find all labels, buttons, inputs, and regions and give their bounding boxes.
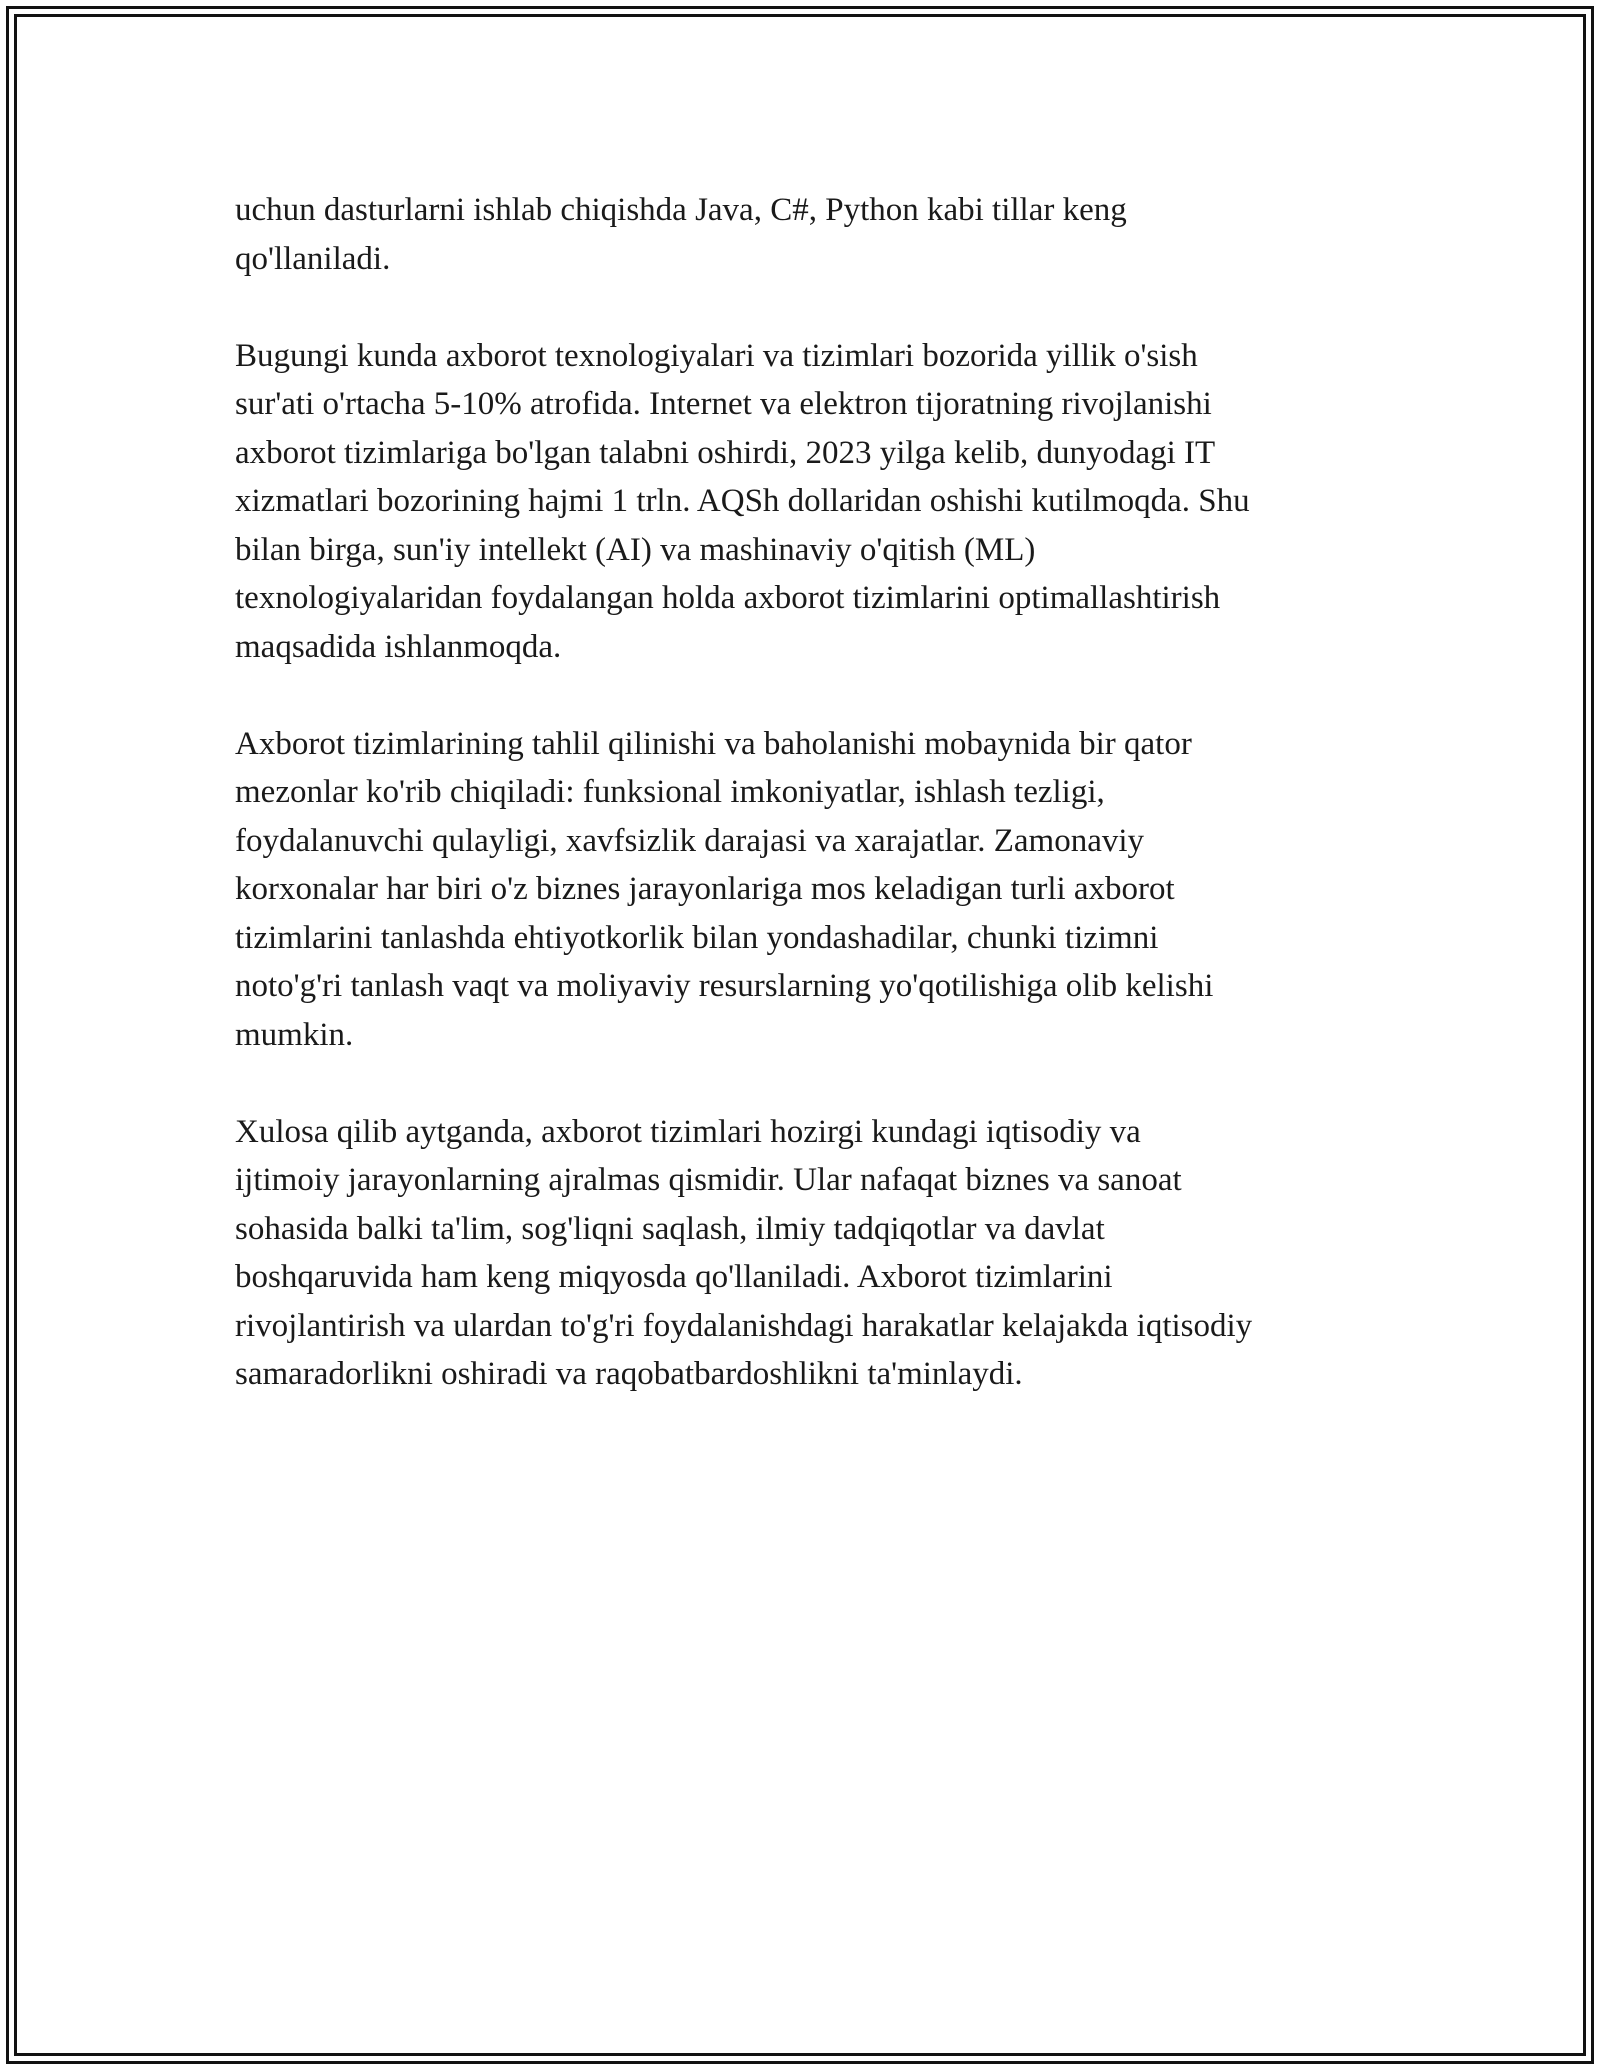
- text-line: uchun dasturlarni ishlab chiqishda Java, C#, Python kabi tillar keng: [235, 192, 1127, 228]
- text-line: texnologiyalaridan foydalangan holda axborot tizimlarini optimallashtirish: [235, 580, 1221, 616]
- document-body: [235, 186, 1385, 1447]
- text-line: samaradorlikni oshiradi va raqobatbardoshlikni ta'minlaydi.: [235, 1356, 1023, 1392]
- paragraph-3: [235, 720, 1385, 1060]
- text-line: sur'ati o'rtacha 5-10% atrofida. Internet va elektron tijoratning rivojlanishi: [235, 386, 1212, 422]
- text-line: tizimlarini tanlashda ehtiyotkorlik bilan yondashadilar, chunki tizimni: [235, 919, 1159, 956]
- text-line: ijtimoiy jarayonlarning ajralmas qismidir. Ular nafaqat biznes va sanoat: [235, 1162, 1182, 1198]
- text-line: qo'llaniladi.: [235, 240, 391, 277]
- paragraph-4: [235, 1108, 1385, 1399]
- text-line: maqsadida ishlanmoqda.: [235, 628, 562, 665]
- text-line: bilan birga, sun'iy intellekt (AI) va mashinaviy o'qitish (ML): [235, 531, 1036, 568]
- text-line: Bugungi kunda axborot texnologiyalari va tizimlari bozorida yillik o'sish: [235, 337, 1198, 374]
- text-line: mezonlar ko'rib chiqiladi: funksional imkoniyatlar, ishlash tezligi,: [235, 774, 1105, 810]
- text-line: foydalanuvchi qulayligi, xavfsizlik darajasi va xarajatlar. Zamonaviy: [235, 822, 1145, 859]
- text-line: sohasida balki ta'lim, sog'liqni saqlash, ilmiy tadqiqotlar va davlat: [235, 1210, 1105, 1247]
- text-line: Axborot tizimlarining tahlil qilinishi va baholanishi mobaynida bir qator: [235, 725, 1192, 762]
- text-line: xizmatlari bozorining hajmi 1 trln. AQSh dollaridan oshishi kutilmoqda. Shu: [235, 483, 1250, 519]
- text-line: axborot tizimlariga bo'lgan talabni oshirdi, 2023 yilga kelib, dunyodagi IT: [235, 434, 1216, 471]
- text-line: korxonalar har biri o'z biznes jarayonlariga mos keladigan turli axborot: [235, 871, 1175, 907]
- paragraph-2: [235, 332, 1385, 672]
- text-line: boshqaruvida ham keng miqyosda qo'llaniladi. Axborot tizimlarini: [235, 1259, 1113, 1295]
- text-line: rivojlantirish va ulardan to'g'ri foydalanishdagi harakatlar kelajakda iqtisodiy: [235, 1307, 1253, 1344]
- text-line: noto'g'ri tanlash vaqt va moliyaviy resurslarning yo'qotilishiga olib kelishi: [235, 968, 1214, 1004]
- paragraph-1: [235, 186, 1385, 283]
- text-line: Xulosa qilib aytganda, axborot tizimlari hozirgi kundagi iqtisodiy va: [235, 1113, 1141, 1150]
- text-line: mumkin.: [235, 1016, 354, 1053]
